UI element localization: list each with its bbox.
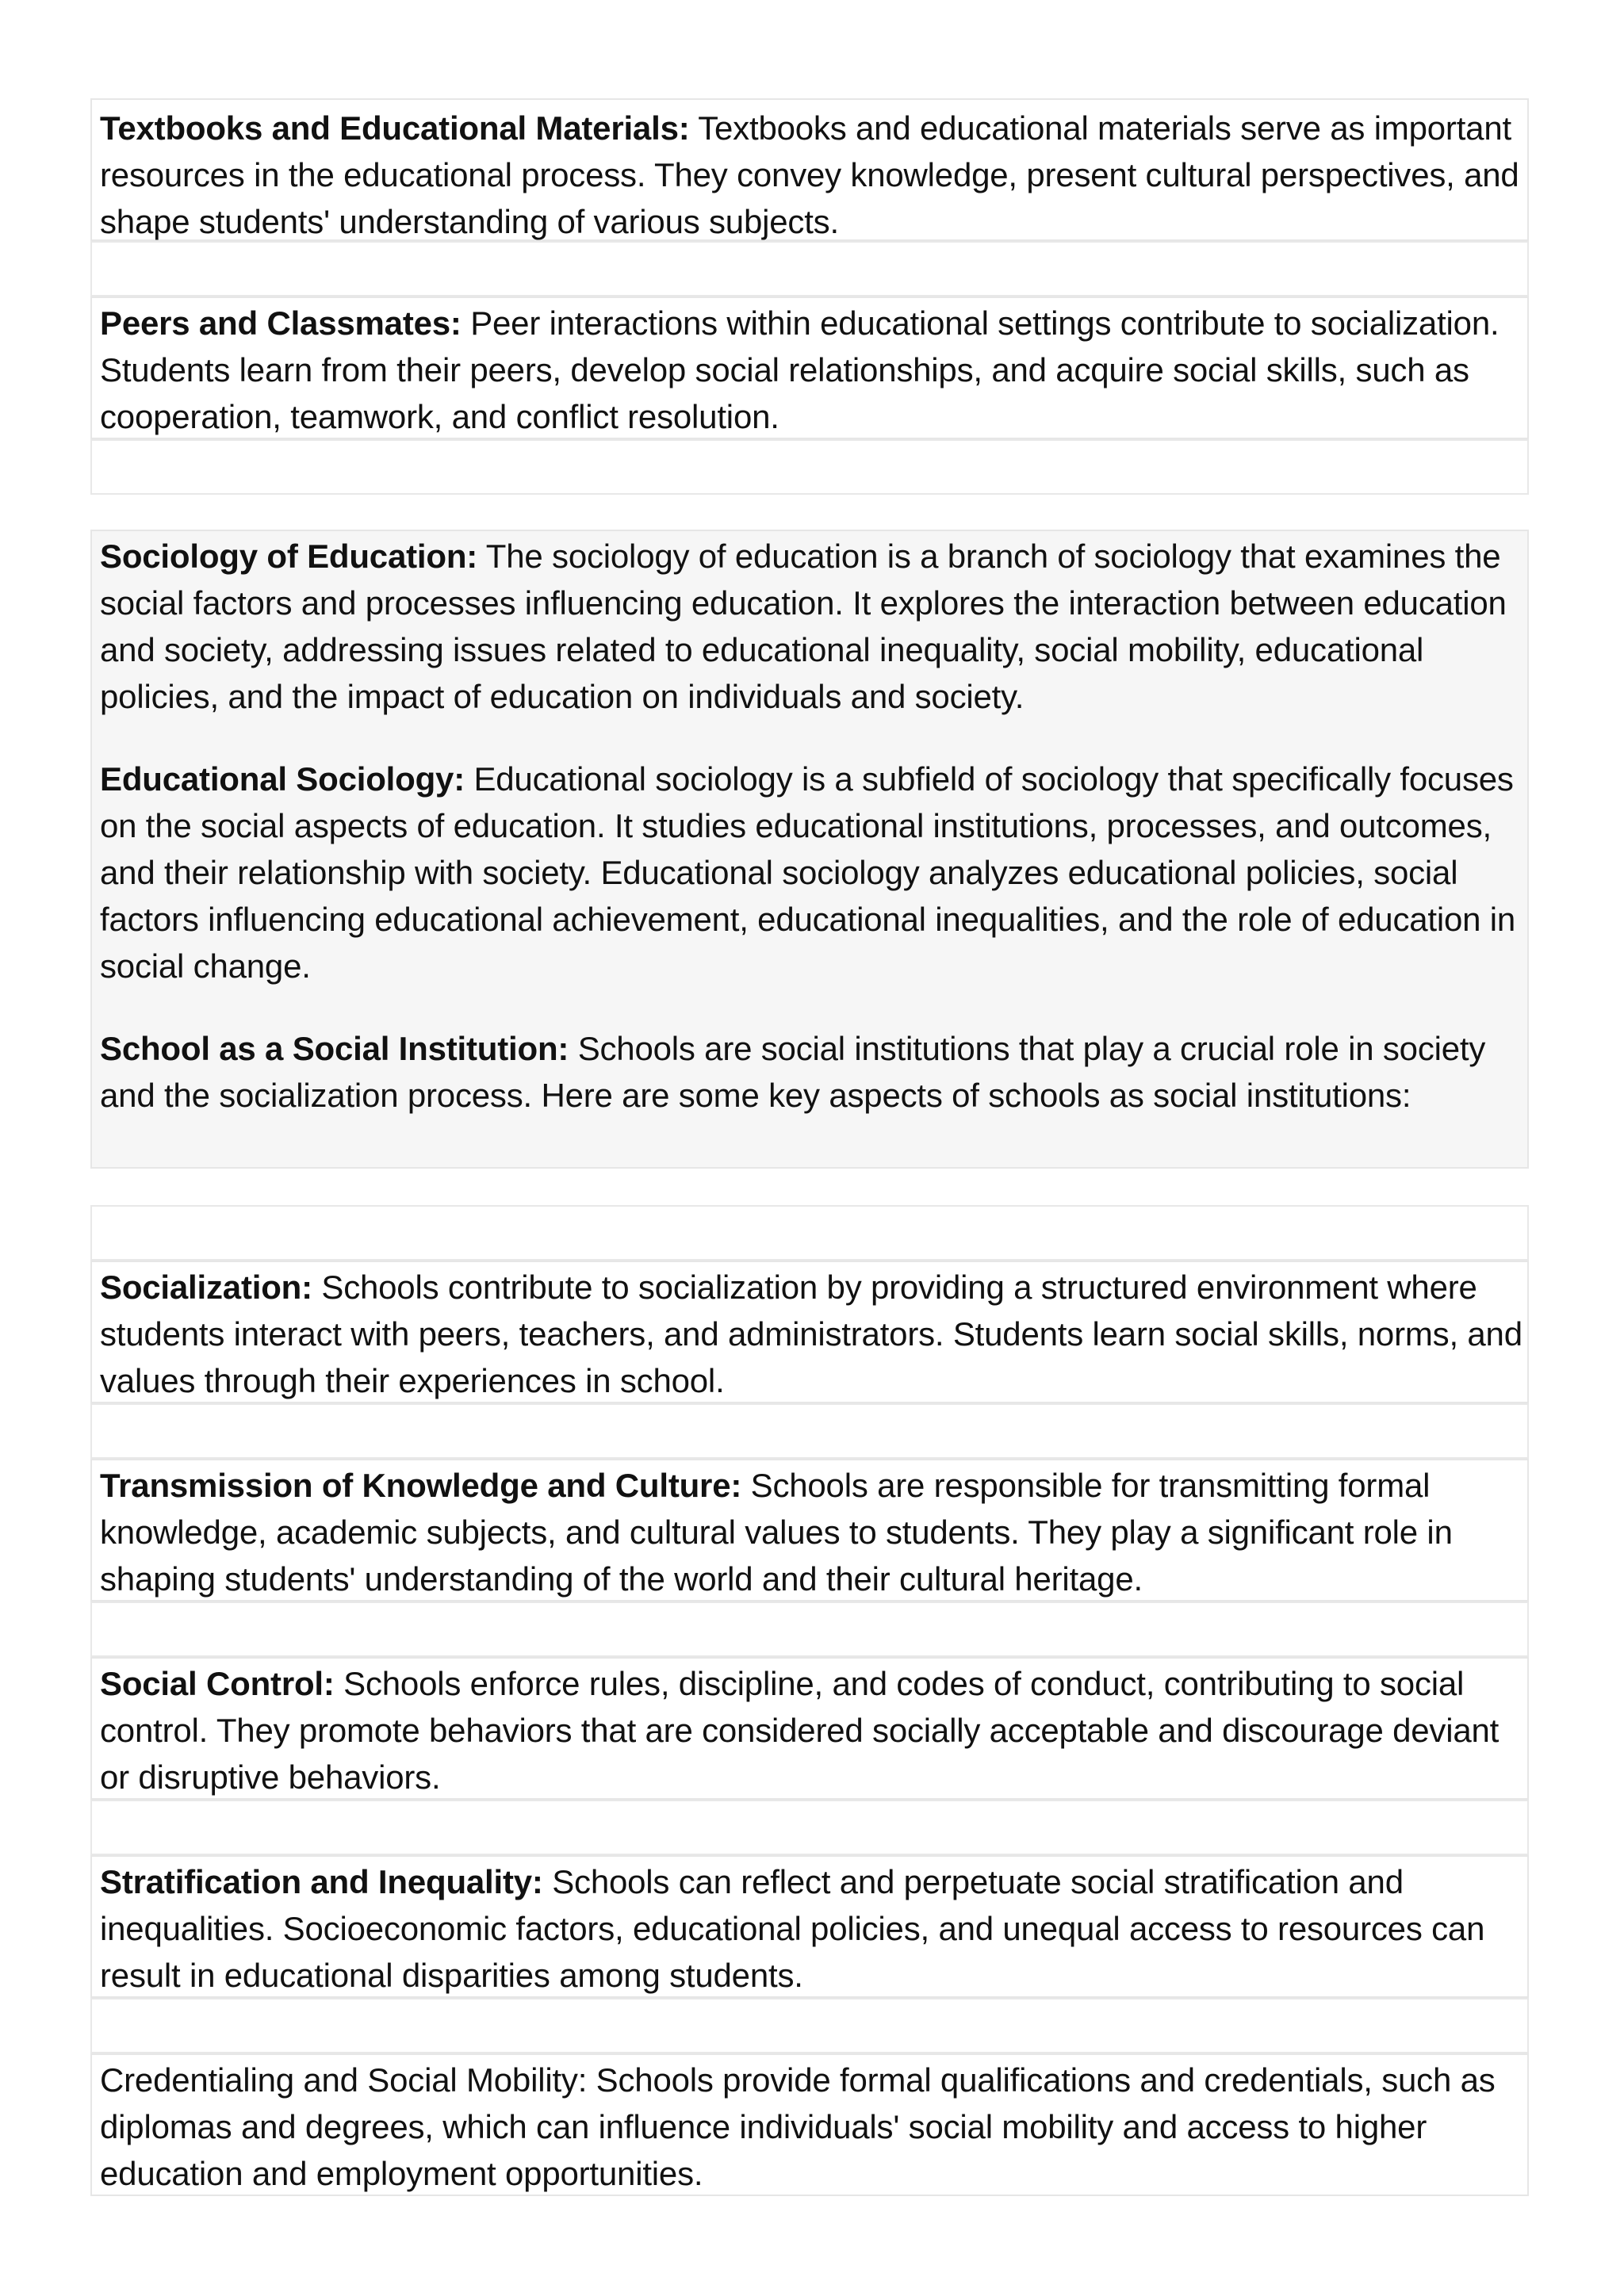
stratification-term: Stratification and Inequality:	[100, 1863, 543, 1900]
empty-row	[90, 1403, 1529, 1459]
textbooks-text: Textbooks and educational materials serve as important resources in the educational process. They convey knowledge, present cultural perspectives, and shape students' understanding of various subjects.	[100, 109, 1519, 240]
transmission-term: Transmission of Knowledge and Culture:	[100, 1467, 742, 1504]
social-control-section	[90, 1657, 1529, 1800]
empty-row	[90, 1205, 1529, 1261]
credentialing-section	[90, 2053, 1529, 2196]
educational-sociology-paragraph	[92, 756, 1527, 989]
transmission-paragraph	[92, 1462, 1527, 1602]
school-institution-text: Schools are social institutions that play a crucial role in society and the socialization process. Here are some key aspects of schools as social institutions:	[100, 1030, 1486, 1114]
stratification-paragraph	[92, 1858, 1527, 1999]
credentialing-text: Credentialing and Social Mobility: Schools provide formal qualifications and credentials, such as diplomas and degrees, which can influence individuals' social mobility and access to higher education and employment opportunities.	[100, 2061, 1496, 2192]
textbooks-paragraph	[92, 105, 1527, 245]
textbooks-term: Textbooks and Educational Materials:	[100, 109, 690, 147]
educational-sociology-text: Educational sociology is a subfield of sociology that specifically focuses on the social aspects of education. It studies educational institutions, processes, and outcomes, and their relationship with society. Educational sociology analyzes educational policies, social factors influencing educational achievement, educational inequalities, and the role of education in social change.	[100, 760, 1516, 985]
peers-section	[90, 297, 1529, 439]
sociology-of-education-term: Sociology of Education:	[100, 538, 478, 575]
sociology-section	[90, 530, 1529, 1169]
social-control-paragraph	[92, 1660, 1527, 1800]
empty-row	[90, 439, 1529, 495]
social-control-text: Schools enforce rules, discipline, and codes of conduct, contributing to social control. They promote behaviors that are considered socially acceptable and discourage deviant or disruptive behaviors.	[100, 1665, 1500, 1796]
textbooks-section	[90, 98, 1529, 241]
empty-row	[90, 1800, 1529, 1855]
credentialing-paragraph	[92, 2057, 1527, 2197]
social-control-term: Social Control:	[100, 1665, 335, 1702]
empty-row	[90, 1601, 1529, 1657]
transmission-text: Schools are responsible for transmitting formal knowledge, academic subjects, and cultural values to students. They play a significant role in shaping students' understanding of the world and their cultural heritage.	[100, 1467, 1453, 1598]
school-institution-paragraph	[92, 1025, 1527, 1119]
socialization-term: Socialization:	[100, 1269, 312, 1306]
stratification-text: Schools can reflect and perpetuate social stratification and inequalities. Socioeconomic factors, educational policies, and unequal access to resources can result in educational disparities among students.	[100, 1863, 1485, 1994]
transmission-section	[90, 1459, 1529, 1601]
sociology-of-education-text: The sociology of education is a branch of sociology that examines the social factors and processes influencing education. It explores the interaction between education and society, addressing issues related to educational inequality, social mobility, educational policies, and the impact of education on individuals and society.	[100, 538, 1507, 715]
stratification-section	[90, 1855, 1529, 1998]
socialization-text: Schools contribute to socialization by providing a structured environment where students interact with peers, teachers, and administrators. Students learn social skills, norms, and values through their experiences in school.	[100, 1269, 1522, 1399]
sociology-of-education-paragraph	[92, 533, 1527, 720]
empty-row	[90, 241, 1529, 297]
socialization-paragraph	[92, 1264, 1527, 1404]
empty-row	[90, 1998, 1529, 2053]
educational-sociology-term: Educational Sociology:	[100, 760, 465, 798]
peers-term: Peers and Classmates:	[100, 304, 462, 342]
peers-paragraph	[92, 300, 1527, 440]
peers-text: Peer interactions within educational settings contribute to socialization. Students learn from their peers, develop social relationships, and acquire social skills, such as cooperation, teamwork, and conflict resolution.	[100, 304, 1500, 435]
socialization-section	[90, 1261, 1529, 1403]
school-institution-term: School as a Social Institution:	[100, 1030, 569, 1067]
